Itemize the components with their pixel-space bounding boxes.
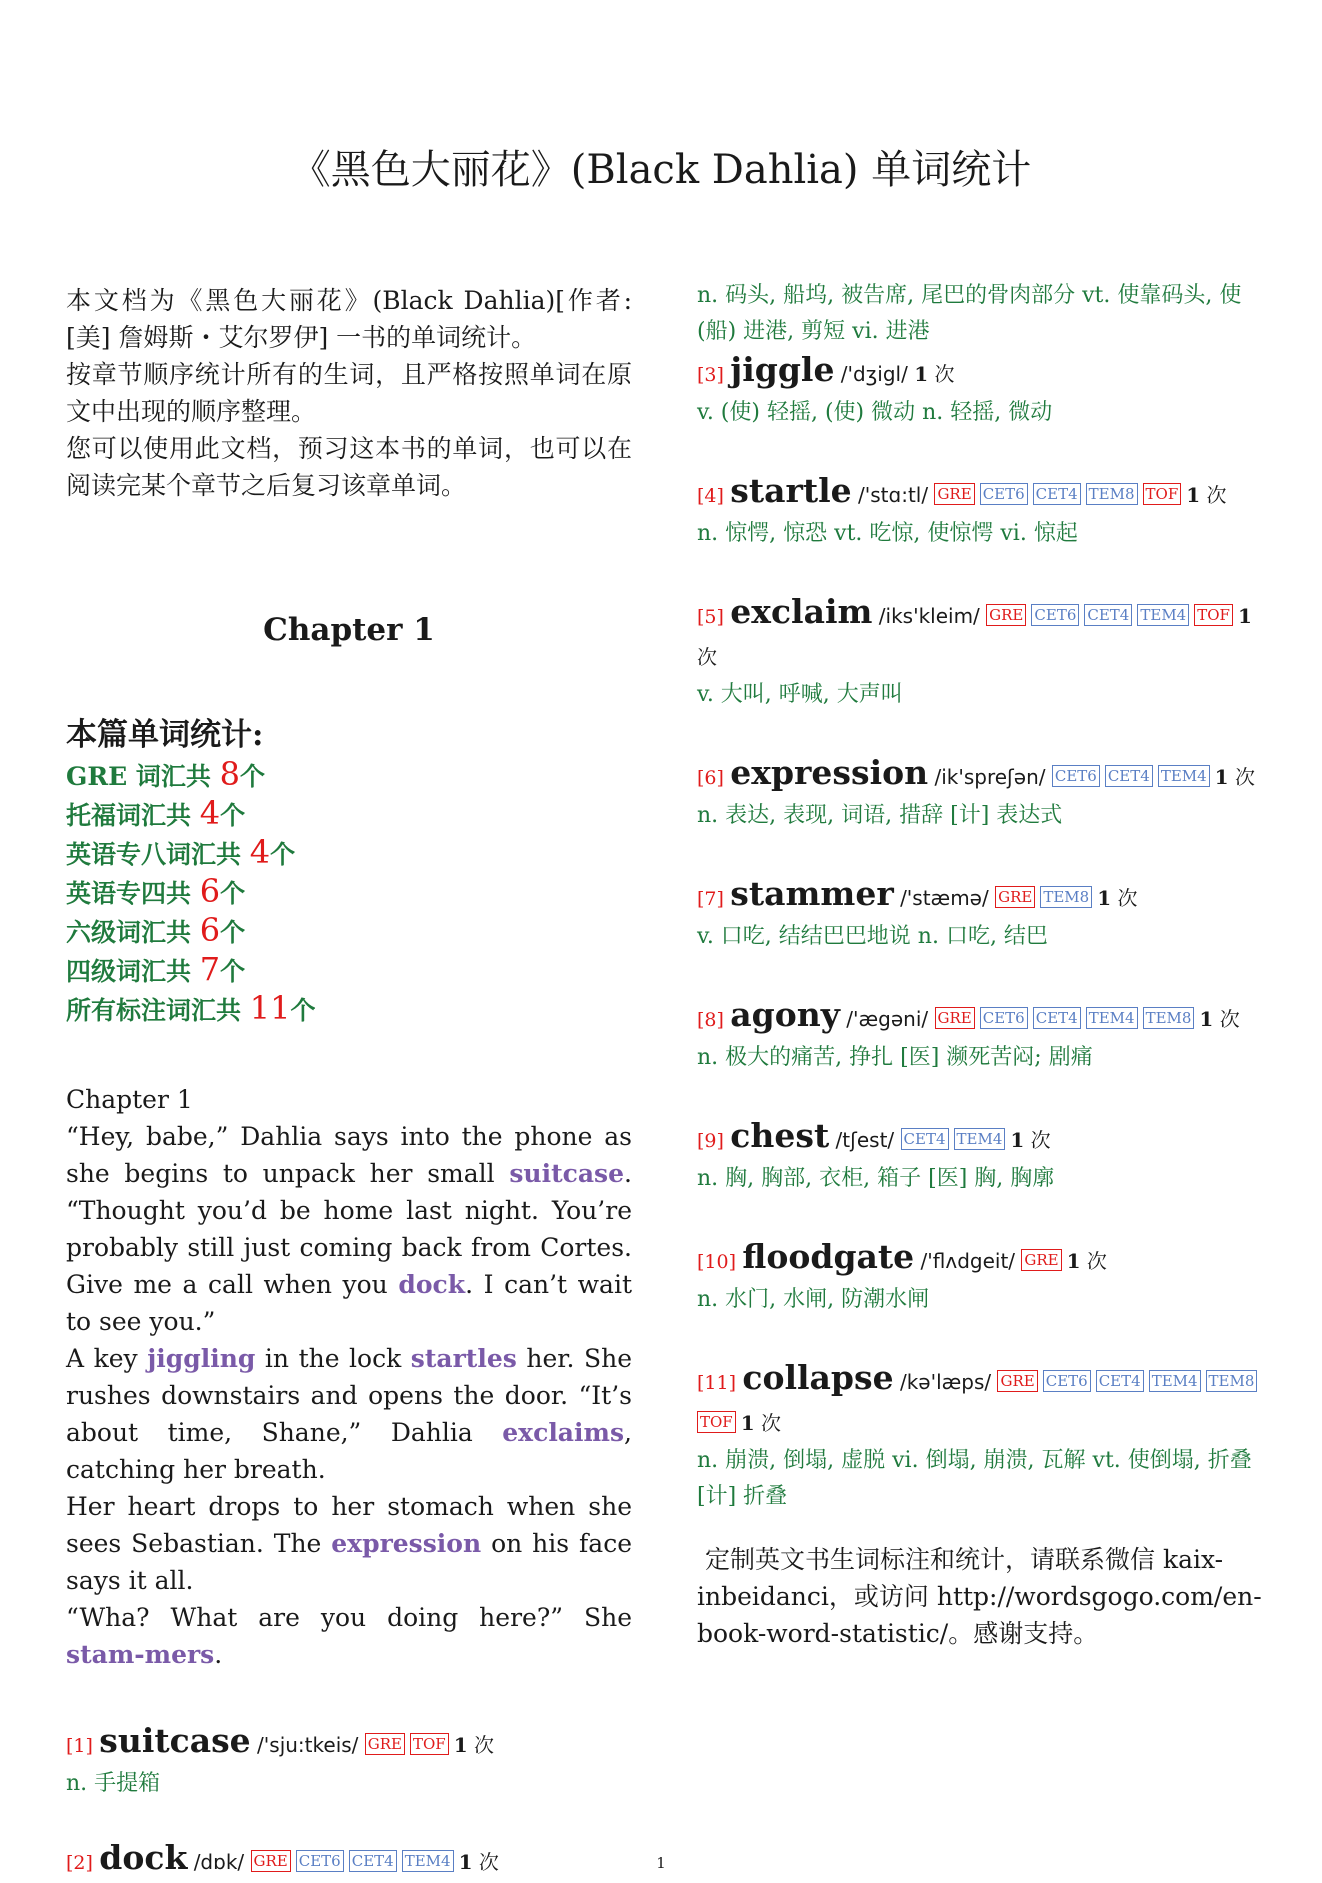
entry-count-unit: 次 (1024, 1128, 1051, 1152)
entry-word: floodgate (742, 1237, 915, 1276)
level-tag: CET4 (1033, 483, 1081, 505)
level-tag: CET6 (296, 1850, 344, 1872)
entry-head (697, 753, 1267, 798)
stats-block (66, 714, 632, 1029)
entry-word: agony (730, 995, 840, 1034)
level-tag: GRE (365, 1733, 405, 1755)
entry-head (697, 471, 1267, 516)
entry-count-unit: 次 (754, 1411, 781, 1435)
level-tag: CET6 (980, 483, 1028, 505)
entry-count: 1 (458, 1850, 473, 1874)
stat-row: 六级词汇共 6个 (66, 911, 246, 949)
level-tag: CET4 (901, 1128, 949, 1150)
vocab-entry (66, 1721, 632, 1802)
highlighted-word: dock (398, 1270, 466, 1299)
intro-line-1: 本文档为《黑色大丽花》(Black Dahlia)[作者: [美] 詹姆斯・艾尔罗伊] 一书的单词统计。 (66, 286, 632, 352)
entry-definition: n. 码头, 船坞, 被告席, 尾巴的骨肉部分 vt. 使靠码头, 使(船) 进港, 剪短 vi. 进港 (697, 283, 1242, 344)
level-tag: TEM4 (1149, 1370, 1201, 1392)
level-tag: GRE (935, 1007, 975, 1029)
entry-index: [4] (697, 485, 724, 507)
entry-count-unit: 次 (697, 645, 717, 669)
stat-row: 英语专八词汇共 4个 (66, 833, 296, 871)
highlighted-word: expression (331, 1529, 482, 1558)
entry-count: 1 (1214, 765, 1229, 789)
level-tag: GRE (1021, 1249, 1061, 1271)
page-number: 1 (656, 1854, 666, 1872)
entry-index: [3] (697, 364, 724, 386)
entry-head (697, 874, 1267, 919)
chapter-heading: Chapter 1 (263, 612, 435, 648)
vocab-entry (697, 753, 1267, 834)
intro-line-3: 您可以使用此文档，预习这本书的单词，也可以在阅读完某个章节之后复习该章单词。 (66, 434, 632, 500)
vocab-entry (697, 1358, 1267, 1515)
vocab-entry (697, 1237, 1267, 1318)
entry-phonetic: /'ægəni/ (846, 1007, 929, 1031)
level-tag: TOF (1194, 604, 1233, 626)
entry-definition: v. 口吃, 结结巴巴地说 n. 口吃, 结巴 (697, 924, 1048, 949)
entry-head (697, 1237, 1267, 1282)
entry-count: 1 (1199, 1007, 1214, 1031)
level-tag: CET4 (1033, 1007, 1081, 1029)
vocab-entry (697, 874, 1267, 955)
vocab-entry (697, 995, 1267, 1076)
entry-count: 1 (1066, 1249, 1081, 1273)
level-tag: GRE (995, 886, 1035, 908)
entry-word: jiggle (730, 350, 835, 389)
passage-heading: Chapter 1 (66, 1085, 193, 1114)
entry-head (697, 1358, 1267, 1443)
level-tag: TEM4 (1137, 604, 1189, 626)
entry-count-unit: 次 (1080, 1249, 1107, 1273)
entry-count-unit: 次 (1111, 886, 1138, 910)
entry-index: [1] (66, 1735, 93, 1757)
entry-word: suitcase (99, 1721, 251, 1760)
entry-head (697, 1116, 1267, 1161)
level-tag: TOF (410, 1733, 449, 1755)
highlighted-word: stam-mers (66, 1640, 215, 1669)
highlighted-word: startles (410, 1344, 517, 1373)
vocab-entry (697, 592, 1267, 713)
entry-count-unit: 次 (1213, 1007, 1240, 1031)
level-tag: CET4 (349, 1850, 397, 1872)
entry-head (697, 350, 1267, 395)
entry-phonetic: /'stɑ:tl/ (858, 483, 929, 507)
entry-definition: n. 极大的痛苦, 挣扎 [医] 濒死苦闷; 剧痛 (697, 1045, 1093, 1070)
vocab-entry (697, 350, 1267, 431)
entry-head (697, 995, 1267, 1040)
entry-head (697, 592, 1267, 677)
vocab-entry (697, 1116, 1267, 1197)
entry-definition: n. 胸, 胸部, 衣柜, 箱子 [医] 胸, 胸廓 (697, 1166, 1055, 1191)
entry-phonetic: /'dʒigl/ (840, 362, 908, 386)
entry-word: exclaim (730, 592, 873, 631)
highlighted-word: jiggling (147, 1344, 256, 1373)
entry-count-unit: 次 (1200, 483, 1227, 507)
entry-count-unit: 次 (928, 362, 955, 386)
level-tag: TEM8 (1040, 886, 1092, 908)
entry-count: 1 (1237, 604, 1252, 628)
word-list-right (697, 278, 1267, 1515)
level-tag: CET4 (1084, 604, 1132, 626)
stats-title: 本篇单词统计: (66, 717, 264, 753)
stat-row: GRE 词汇共 8个 (66, 755, 265, 793)
entry-phonetic: /iks'kleim/ (878, 604, 980, 628)
entry-count: 1 (914, 362, 929, 386)
entry-count-unit: 次 (467, 1733, 494, 1757)
entry-definition: n. 手提箱 (66, 1771, 161, 1796)
stat-row: 所有标注词汇共 11个 (66, 989, 316, 1027)
level-tag: TEM4 (402, 1850, 454, 1872)
entry-index: [7] (697, 888, 724, 910)
entry-count: 1 (740, 1411, 755, 1435)
left-column (66, 282, 632, 1883)
entry-phonetic: /'stæmə/ (900, 886, 989, 910)
level-tag: CET6 (1031, 604, 1079, 626)
entry-count: 1 (1010, 1128, 1025, 1152)
level-tag: GRE (986, 604, 1026, 626)
level-tag: TOF (697, 1411, 736, 1433)
entry-count-unit: 次 (472, 1850, 499, 1874)
level-tag: TEM4 (1086, 1007, 1138, 1029)
entry-definition: n. 表达, 表现, 词语, 措辞 [计] 表达式 (697, 803, 1063, 828)
stat-row: 英语专四共 6个 (66, 872, 246, 910)
stat-row: 四级词汇共 7个 (66, 950, 246, 988)
entry-index: [11] (697, 1372, 737, 1394)
entry-word: stammer (730, 874, 894, 913)
entry-word: dock (99, 1838, 188, 1877)
entry-word: expression (730, 753, 929, 792)
entry-index: [6] (697, 767, 724, 789)
entry-phonetic: /kə'læps/ (899, 1370, 992, 1394)
level-tag: TEM4 (954, 1128, 1006, 1150)
level-tag: CET6 (1052, 765, 1100, 787)
level-tag: TEM8 (1086, 483, 1138, 505)
highlighted-word: exclaims (502, 1418, 625, 1447)
entry-word: chest (730, 1116, 830, 1155)
entry-phonetic: /tʃest/ (835, 1128, 895, 1152)
level-tag: GRE (251, 1850, 291, 1872)
entry-count: 1 (1186, 483, 1201, 507)
level-tag: GRE (997, 1370, 1037, 1392)
entry-phonetic: /'sju:tkeis/ (257, 1733, 359, 1757)
level-tag: CET6 (980, 1007, 1028, 1029)
entry-count-unit: 次 (1228, 765, 1255, 789)
highlighted-word: suitcase (509, 1159, 625, 1188)
entry-phonetic: /'flʌdgeit/ (920, 1249, 1016, 1273)
document-title: 《黑色大丽花》(Black Dahlia) 单词统计 (290, 147, 1032, 193)
entry-definition: n. 水门, 水闸, 防潮水闸 (697, 1287, 930, 1312)
level-tag: TOF (1143, 483, 1182, 505)
level-tag: CET6 (1043, 1370, 1091, 1392)
level-tag: CET4 (1105, 765, 1153, 787)
entry-index: [2] (66, 1852, 93, 1874)
entry-head (66, 1721, 632, 1766)
entry-definition: n. 崩溃, 倒塌, 虚脱 vi. 倒塌, 崩溃, 瓦解 vt. 使倒塌, 折叠 [计] 折叠 (697, 1448, 1252, 1509)
entry-definition: v. 大叫, 呼喊, 大声叫 (697, 682, 903, 707)
stat-row: 托福词汇共 4个 (66, 794, 246, 832)
entry-index: [10] (697, 1251, 737, 1273)
entry-word: collapse (742, 1358, 894, 1397)
entry-count: 1 (453, 1733, 468, 1757)
entry-index: [9] (697, 1130, 724, 1152)
footer-note: 定制英文书生词标注和统计，请联系微信 kaix-inbeidanci，或访问 http://wordsgogo.com/en-book-word-statistic/。感谢支持。 (697, 1545, 1262, 1648)
entry-index: [5] (697, 606, 724, 628)
vocab-entry (697, 471, 1267, 552)
level-tag: TEM8 (1206, 1370, 1258, 1392)
entry-index: [8] (697, 1009, 724, 1031)
entry-word: startle (730, 471, 852, 510)
entry-phonetic: /dɒk/ (193, 1850, 245, 1874)
chapter-passage (66, 1081, 632, 1673)
level-tag: TEM4 (1158, 765, 1210, 787)
entry-count: 1 (1097, 886, 1112, 910)
right-column (697, 282, 1267, 1652)
level-tag: TEM8 (1143, 1007, 1195, 1029)
passage-paragraph: A key jiggling in the lock startles her. She rushes downstairs and opens the door. “It’s about time, Shane,” Dahlia exclaims, catching her breath. (66, 1344, 632, 1484)
passage-paragraph: Her heart drops to her stomach when she sees Sebastian. The expression on his face says it all. (66, 1492, 632, 1595)
level-tag: GRE (934, 483, 974, 505)
level-tag: CET4 (1096, 1370, 1144, 1392)
entry-definition: n. 惊愕, 惊恐 vt. 吃惊, 使惊愕 vi. 惊起 (697, 521, 1078, 546)
intro (66, 282, 632, 504)
passage-paragraph: “Hey, babe,” Dahlia says into the phone as she begins to unpack her small suitcase. “Thought you’d be home last night. You’re probably still just coming back from Cortes. Give me a call when you dock. I can’t wait to see you.” (66, 1122, 632, 1336)
entry-definition: v. (使) 轻摇, (使) 微动 n. 轻摇, 微动 (697, 400, 1053, 425)
intro-line-2: 按章节顺序统计所有的生词，且严格按照单词在原文中出现的顺序整理。 (66, 360, 632, 426)
passage-paragraph: “Wha? What are you doing here?” She stam-mers. (66, 1603, 632, 1669)
entry-phonetic: /ik'spreʃən/ (934, 765, 1046, 789)
